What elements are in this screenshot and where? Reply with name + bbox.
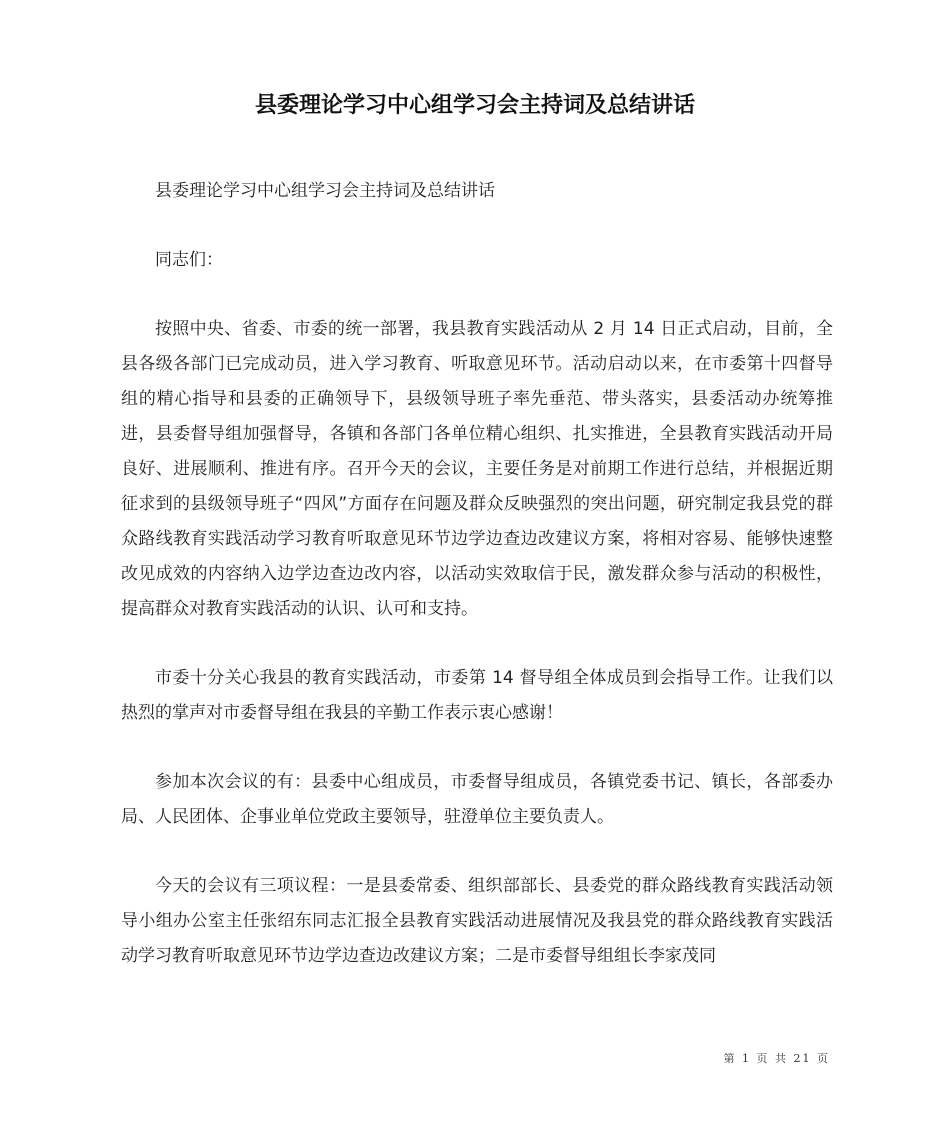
paragraph-attendees: 参加本次会议的有：县委中心组成员，市委督导组成员，各镇党委书记、镇长，各部委办局、人民团体、企事业单位党政主要领导，驻澄单位主要负责人。 [121, 772, 833, 827]
paragraph-salutation: 同志们： [155, 250, 223, 270]
paragraph-background: 按照中央、省委、市委的统一部署，我县教育实践活动从 2 月 14 日正式启动，目前，全县各级各部门已完成动员，进入学习教育、听取意见环节。活动启动以来，在市委第十四督导组的精心指导和县委的正确领导下，县级领导班子率先垂范、带头落实，县委活动办统筹推进，县委督导组加强督导，各镇和各部门各单位精心组织、扎实推进，全县教育实践活动开局良好、进展顺利、推进有序。召开今天的会议，主要任务是对前期工作进行总结，并根据近期征求到的县级领导班子“四风”方面存在问题及群众反映强烈的突出问题，研究制定我县党的群众路线教育实践活动学习教育听取意见环节边学边查边改建议方案，将相对容易、能够快速整改见成效的内容纳入边学边查边改内容，以活动实效取信于民，激发群众参与活动的积极性，提高群众对教育实践活动的认识、认可和支持。 [121, 319, 833, 619]
page-number: 第 1 页 共 21 页 [723, 1052, 830, 1065]
document-title: 县委理论学习中心组学习会主持词及总结讲话 [254, 93, 695, 118]
paragraph-subtitle: 县委理论学习中心组学习会主持词及总结讲话 [155, 181, 495, 201]
paragraph-agenda: 今天的会议有三项议程：一是县委常委、组织部部长、县委党的群众路线教育实践活动领导小组办公室主任张绍东同志汇报全县教育实践活动进展情况及我县党的群众路线教育实践活动学习教育听取意见环节边学边查边改建议方案；二是市委督导组组长李家茂同 [121, 876, 833, 966]
paragraph-thanks: 市委十分关心我县的教育实践活动，市委第 14 督导组全体成员到会指导工作。让我们以热烈的掌声对市委督导组在我县的辛勤工作表示衷心感谢！ [121, 668, 833, 723]
document-body [121, 174, 833, 1008]
